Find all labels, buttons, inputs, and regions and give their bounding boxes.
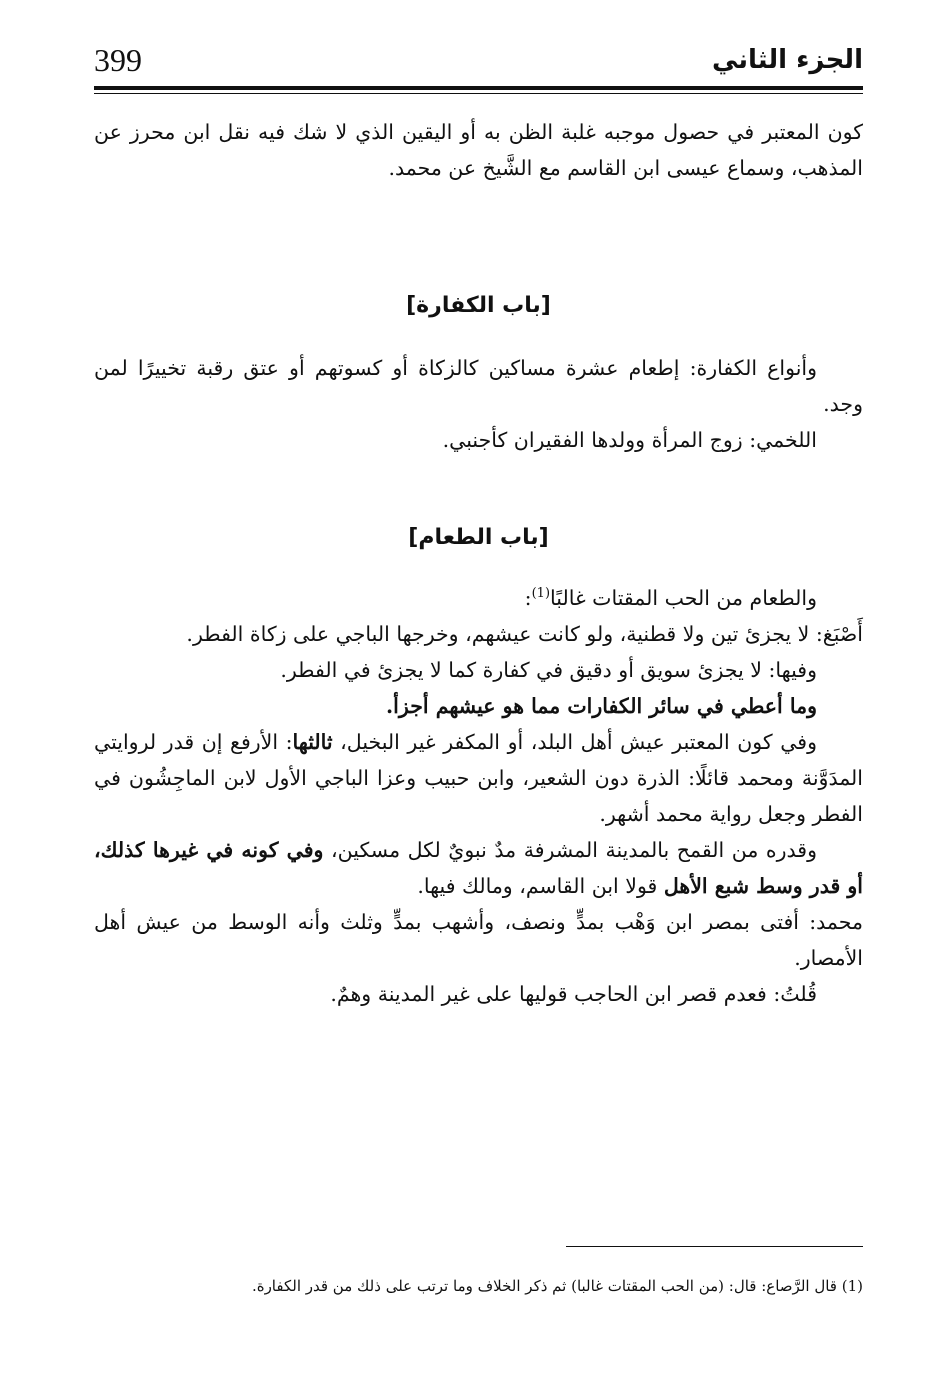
paragraph: اللخمي: زوج المرأة وولدها الفقيران كأجنبي.: [442, 428, 817, 452]
paragraph-bold: وما أعطي في سائر الكفارات مما هو عيشهم أجزأ.: [386, 694, 817, 718]
section-heading-taam: [باب الطعام]: [408, 525, 549, 550]
paragraph: وفيها: لا يجزئ سويق أو دقيق في كفارة كما لا يجزئ في الفطر.: [280, 658, 817, 682]
footnote-divider: [566, 1246, 863, 1247]
paragraph-text: : الأرفع إن قدر لروايتي المدَوَّنة ومحمد قائلًا: الذرة دون الشعير، وابن حبيب وعزا الباجي الأول لابن الماجِشُون في الفطر وجعل رواية محمد أشهر.: [94, 730, 863, 826]
section-taam-body: [94, 580, 863, 1012]
footnote-marker: (1): [531, 586, 551, 602]
paragraph-bold-text: وفي كونه في غيرها كذلك، أو قدر وسط شبع الأهل: [94, 838, 863, 898]
header-rule-thick: [94, 86, 863, 90]
paragraph: أَصْبَغ: لا يجزئ تين ولا قطنية، ولو كانت عيشهم، وخرجها الباجي على زكاة الفطر.: [186, 622, 863, 646]
intro-block: [94, 114, 863, 186]
paragraph-bold-text: ثالثها: [292, 730, 333, 754]
page-number: 399: [94, 42, 142, 78]
paragraph-text-end: :: [524, 586, 532, 610]
paragraph: [94, 580, 863, 616]
paragraph-text: وقدره من القمح بالمدينة المشرفة مدٌ نبويٌ لكل مسكين،: [323, 838, 818, 862]
section-heading-kaffara: [باب الكفارة]: [406, 293, 551, 318]
paragraph: [94, 724, 863, 832]
paragraph-text: قولا ابن القاسم، ومالك فيها.: [417, 874, 664, 898]
paragraph: محمد: أفتى بمصر ابن وَهْب بمدٍّ ونصف، وأشهب بمدٍّ وثلث وأنه الوسط من عيش أهل الأمصار.: [94, 910, 864, 970]
paragraph-text: والطعام من الحب المقتات غالبًا: [550, 586, 817, 610]
paragraph: وأنواع الكفارة: إطعام عشرة مساكين كالزكاة أو كسوتهم أو عتق رقبة تخييرًا لمن وجد.: [94, 356, 863, 416]
paragraph: [94, 832, 863, 904]
paragraph: قُلتُ: فعدم قصر ابن الحاجب قوليها على غير المدينة وهمٌ.: [330, 982, 817, 1006]
header-rule-thin: [94, 93, 863, 94]
section-kaffara-body: [94, 350, 863, 458]
paragraph-text: وفي كون المعتبر عيش أهل البلد، أو المكفر غير البخيل،: [332, 730, 817, 754]
footnote: (1) قال الرَّصاع: قال: (من الحب المقتات غالبا) ثم ذكر الخلاف وما ترتب على ذلك من قدر الكفارة.: [251, 1277, 863, 1295]
running-title: الجزء الثاني: [711, 45, 863, 75]
intro-paragraph: كون المعتبر في حصول موجبه غلبة الظن به أو اليقين الذي لا شك فيه نقل ابن محرز عن المذهب، وسماع عيسى ابن القاسم مع الشَّيخ عن محمد.: [94, 120, 863, 180]
